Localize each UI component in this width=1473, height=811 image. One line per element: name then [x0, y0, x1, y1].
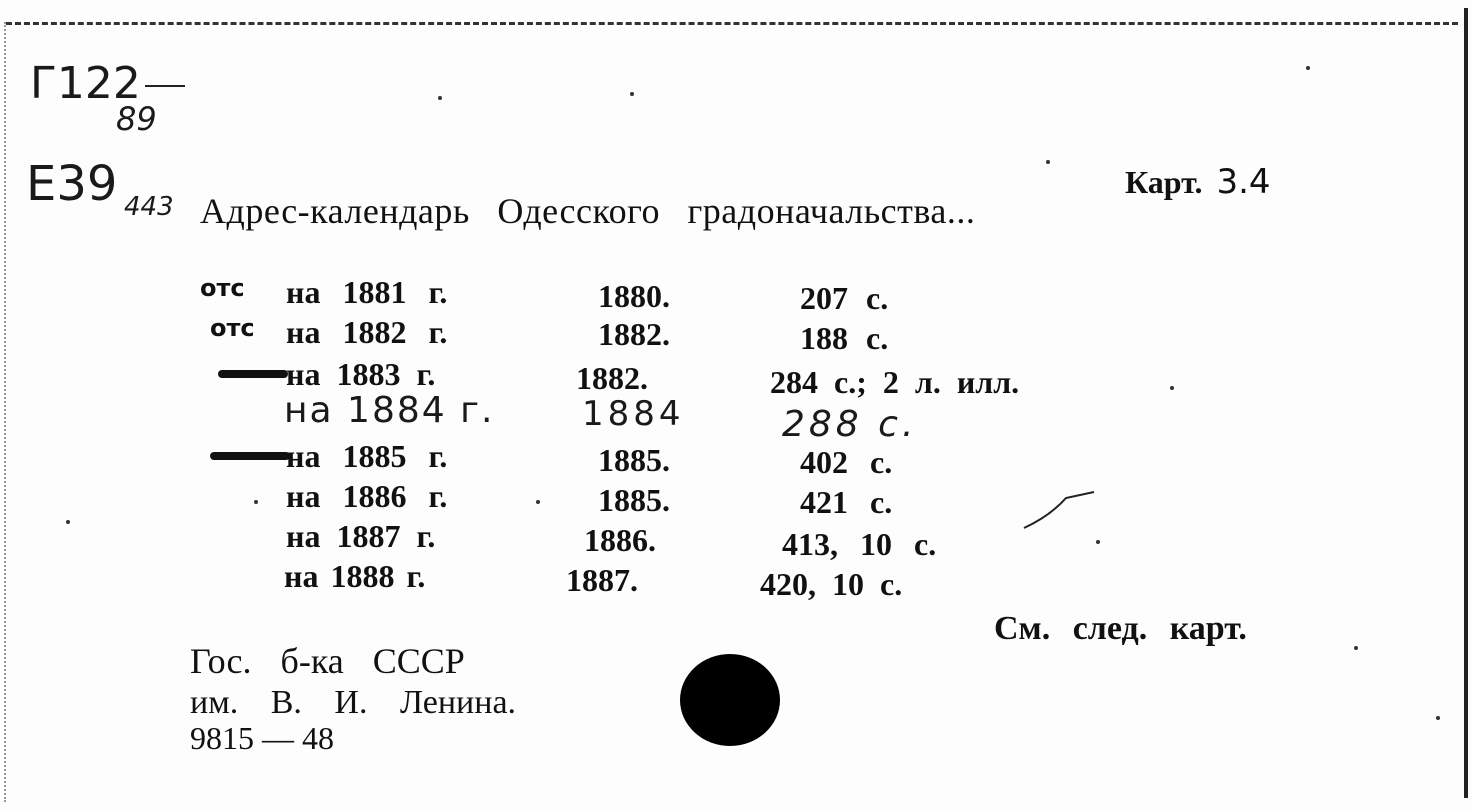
entry-pub-year: 1885.: [598, 442, 670, 478]
entry-year: на 1881 г.: [286, 274, 448, 310]
entry-pub-year: 1885.: [598, 482, 670, 518]
library-line1: Гос. б-ка СССР: [190, 641, 465, 681]
entry-year: на 1887 г.: [286, 518, 436, 554]
card-ref: [1125, 162, 1271, 202]
speck: [254, 500, 258, 504]
card-left-edge: [4, 22, 6, 802]
entry-pages: 402 с.: [800, 444, 893, 480]
crossed-out-mark: [218, 370, 288, 378]
entry-pages: 207 с.: [800, 280, 889, 316]
entry-pages: 284 с.; 2 л. илл.: [770, 364, 1020, 400]
card-ref-label: Карт.: [1125, 164, 1203, 200]
entry-pages-handwritten: 288 с.: [782, 404, 918, 445]
crossed-out-mark: [210, 452, 290, 460]
entry-year: на 1883 г.: [286, 356, 436, 392]
entry-pages: 188 с.: [800, 320, 889, 356]
entry-year: на 1885 г.: [286, 438, 448, 474]
speck: [1436, 716, 1440, 720]
entry-year: на 1888 г.: [284, 558, 426, 594]
entry-pages: 421 с.: [800, 484, 893, 520]
library-line3: 9815 — 48: [190, 720, 334, 756]
speck: [438, 96, 442, 100]
speck: [1096, 540, 1100, 544]
entry-pages: 420, 10 с.: [760, 566, 903, 602]
pen-stroke: [1020, 488, 1100, 534]
see-next-card: См. след. карт.: [994, 610, 1247, 647]
entry-mark: отс: [200, 274, 245, 302]
entry-mark: отс: [210, 314, 255, 342]
shelfmark-line2: Е39: [26, 156, 118, 212]
entry-pub-year: 1880.: [598, 278, 670, 314]
speck: [630, 92, 634, 96]
entry-year-handwritten: на 1884 г.: [284, 390, 495, 431]
shelfmark-code-1: Г122: [30, 58, 141, 109]
punch-hole: [680, 654, 780, 746]
entry-pub-year: 1887.: [566, 562, 638, 598]
speck: [536, 500, 540, 504]
card-title: Адрес-календарь Одесского градоначальства...: [200, 191, 976, 231]
card-top-edge: [6, 22, 1458, 25]
speck: [1354, 646, 1358, 650]
entry-year: на 1886 г.: [286, 478, 448, 514]
shelfmark-line2-sub: 443: [124, 192, 174, 222]
speck: [66, 520, 70, 524]
library-line2: им. В. И. Ленина.: [190, 684, 517, 721]
speck: [1306, 66, 1310, 70]
entry-year: на 1882 г.: [286, 314, 448, 350]
entry-pages: 413, 10 с.: [782, 526, 937, 562]
card-ref-value: 3.4: [1216, 162, 1271, 202]
shelfmark-line1: [30, 58, 185, 109]
card-right-edge: [1464, 8, 1468, 798]
entry-pub-year: 1886.: [584, 522, 656, 558]
speck: [1170, 386, 1174, 390]
entry-pub-year: 1882.: [598, 316, 670, 352]
shelfmark-line1-sub: 89: [116, 100, 157, 138]
speck: [1046, 160, 1050, 164]
entry-pub-year-handwritten: 1884: [582, 394, 685, 434]
entry-pub-year: 1882.: [576, 360, 648, 396]
